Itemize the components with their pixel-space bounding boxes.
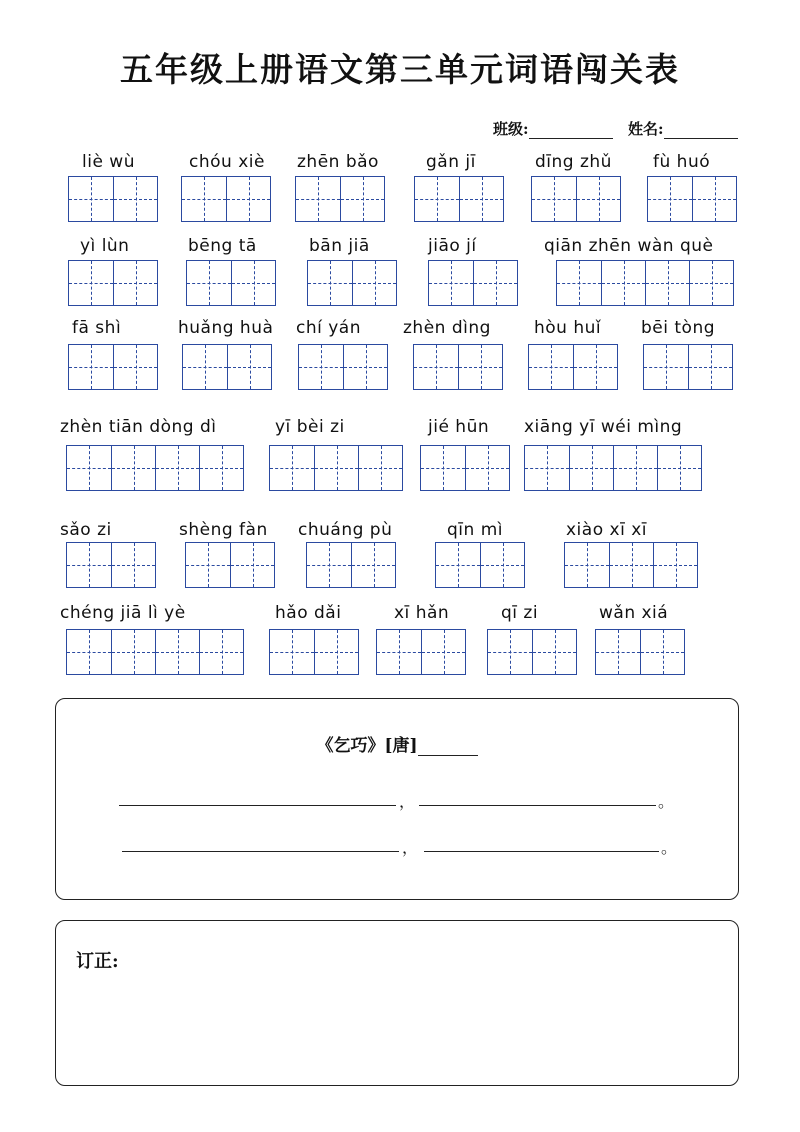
writing-cell[interactable] <box>488 630 532 674</box>
word-pinyin: sǎo zi <box>60 520 112 540</box>
writing-cell[interactable] <box>111 630 155 674</box>
writing-cell[interactable] <box>314 446 358 490</box>
writing-cell[interactable] <box>270 446 314 490</box>
writing-cell[interactable] <box>689 261 733 305</box>
writing-grid <box>186 260 276 306</box>
word-pinyin: qī zi <box>501 603 539 623</box>
writing-cell[interactable] <box>613 446 657 490</box>
poem-line-1b[interactable] <box>419 805 656 806</box>
word-pinyin: dīng zhǔ <box>535 152 612 172</box>
writing-cell[interactable] <box>111 446 155 490</box>
poem-punct-1: ， <box>399 792 416 811</box>
writing-cell[interactable] <box>688 345 732 389</box>
word-pinyin: chí yán <box>296 318 362 338</box>
writing-grid <box>181 176 271 222</box>
word-pinyin: bān jiā <box>309 236 370 256</box>
class-label: 班级: <box>493 120 529 138</box>
word-pinyin: bēi tòng <box>641 318 716 338</box>
writing-grid <box>595 629 685 675</box>
writing-cell[interactable] <box>480 543 524 587</box>
writing-grid <box>556 260 734 306</box>
writing-grid <box>420 445 510 491</box>
writing-cell[interactable] <box>692 177 736 221</box>
word-pinyin: yì lùn <box>80 236 130 256</box>
word-pinyin: jié hūn <box>428 417 490 437</box>
writing-cell[interactable] <box>351 543 395 587</box>
writing-cell[interactable] <box>525 446 569 490</box>
word-pinyin: hǎo dǎi <box>275 603 342 623</box>
writing-cell[interactable] <box>421 630 465 674</box>
word-pinyin: xī hǎn <box>394 603 450 623</box>
writing-cell[interactable] <box>182 177 226 221</box>
writing-grid <box>376 629 466 675</box>
name-label: 姓名: <box>628 120 664 138</box>
word-pinyin: yī bèi zi <box>275 417 345 437</box>
writing-cell[interactable] <box>155 446 199 490</box>
word-pinyin: chéng jiā lì yè <box>60 603 186 623</box>
writing-cell[interactable] <box>415 177 459 221</box>
writing-grid <box>643 344 733 390</box>
writing-cell[interactable] <box>473 261 517 305</box>
poem-title-text: 《乞巧》[唐] <box>316 736 418 756</box>
writing-cell[interactable] <box>465 446 509 490</box>
name-blank[interactable] <box>664 122 738 139</box>
writing-cell[interactable] <box>199 446 243 490</box>
writing-grid <box>414 176 504 222</box>
poem-punct-4: 。 <box>661 838 678 857</box>
writing-cell[interactable] <box>569 446 613 490</box>
poem-line-2b[interactable] <box>424 851 659 852</box>
writing-cell[interactable] <box>565 543 609 587</box>
word-pinyin: xiào xī xī <box>566 520 647 540</box>
writing-cell[interactable] <box>226 177 270 221</box>
writing-grid <box>428 260 518 306</box>
correction-box[interactable] <box>55 920 739 1086</box>
writing-cell[interactable] <box>648 177 692 221</box>
word-pinyin: qiān zhēn wàn què <box>544 236 714 256</box>
correction-label: 订正: <box>76 951 119 972</box>
writing-grid <box>269 445 403 491</box>
poem-line-2a[interactable] <box>122 851 399 852</box>
writing-cell[interactable] <box>458 345 502 389</box>
writing-cell[interactable] <box>596 630 640 674</box>
writing-cell[interactable] <box>67 630 111 674</box>
writing-grid <box>531 176 621 222</box>
writing-cell[interactable] <box>308 261 352 305</box>
writing-grid <box>413 344 503 390</box>
writing-cell[interactable] <box>340 177 384 221</box>
writing-grid <box>306 542 396 588</box>
writing-grid <box>647 176 737 222</box>
word-pinyin: gǎn jī <box>426 152 476 172</box>
poem-line-1a[interactable] <box>119 805 396 806</box>
writing-cell[interactable] <box>653 543 697 587</box>
writing-cell[interactable] <box>69 261 113 305</box>
writing-cell[interactable] <box>557 261 601 305</box>
writing-cell[interactable] <box>414 345 458 389</box>
writing-grid <box>68 344 158 390</box>
writing-cell[interactable] <box>307 543 351 587</box>
word-pinyin: hòu huǐ <box>534 318 602 338</box>
writing-grid <box>66 629 244 675</box>
writing-cell[interactable] <box>231 261 275 305</box>
writing-cell[interactable] <box>657 446 701 490</box>
poem-title <box>56 731 738 756</box>
writing-cell[interactable] <box>645 261 689 305</box>
writing-cell[interactable] <box>183 345 227 389</box>
word-pinyin: chuáng pù <box>298 520 393 540</box>
writing-cell[interactable] <box>421 446 465 490</box>
writing-cell[interactable] <box>230 543 274 587</box>
writing-grid <box>269 629 359 675</box>
poem-author-blank[interactable] <box>418 737 478 756</box>
word-pinyin: chóu xiè <box>189 152 265 172</box>
word-pinyin: huǎng huà <box>178 318 274 338</box>
word-pinyin: shèng fàn <box>179 520 268 540</box>
word-pinyin: zhēn bǎo <box>297 152 379 172</box>
writing-cell[interactable] <box>314 630 358 674</box>
writing-grid <box>182 344 272 390</box>
writing-cell[interactable] <box>436 543 480 587</box>
writing-cell[interactable] <box>270 630 314 674</box>
writing-cell[interactable] <box>113 177 157 221</box>
writing-cell[interactable] <box>644 345 688 389</box>
writing-grid <box>307 260 397 306</box>
word-pinyin: xiāng yī wéi mìng <box>524 417 683 437</box>
word-pinyin: qīn mì <box>447 520 503 540</box>
writing-grid <box>564 542 698 588</box>
class-field <box>493 118 613 139</box>
writing-grid <box>68 260 158 306</box>
writing-cell[interactable] <box>601 261 645 305</box>
writing-cell[interactable] <box>529 345 573 389</box>
writing-cell[interactable] <box>573 345 617 389</box>
poem-punct-2: 。 <box>658 792 675 811</box>
writing-cell[interactable] <box>640 630 684 674</box>
writing-grid <box>295 176 385 222</box>
name-field <box>628 118 738 139</box>
word-pinyin: zhèn dìng <box>403 318 491 338</box>
writing-grid <box>185 542 275 588</box>
writing-grid <box>435 542 525 588</box>
writing-cell[interactable] <box>429 261 473 305</box>
writing-cell[interactable] <box>155 630 199 674</box>
writing-cell[interactable] <box>299 345 343 389</box>
word-pinyin: fù huó <box>653 152 711 172</box>
writing-cell[interactable] <box>111 543 155 587</box>
word-pinyin: liè wù <box>82 152 135 172</box>
writing-cell[interactable] <box>459 177 503 221</box>
writing-cell[interactable] <box>227 345 271 389</box>
writing-cell[interactable] <box>69 177 113 221</box>
class-blank[interactable] <box>529 122 613 139</box>
word-pinyin: bēng tā <box>188 236 257 256</box>
writing-cell[interactable] <box>352 261 396 305</box>
writing-grid <box>66 542 156 588</box>
writing-grid <box>528 344 618 390</box>
writing-cell[interactable] <box>67 446 111 490</box>
word-pinyin: zhèn tiān dòng dì <box>60 417 217 437</box>
writing-cell[interactable] <box>113 261 157 305</box>
writing-cell[interactable] <box>69 345 113 389</box>
writing-cell[interactable] <box>609 543 653 587</box>
writing-cell[interactable] <box>199 630 243 674</box>
writing-cell[interactable] <box>113 345 157 389</box>
word-pinyin: wǎn xiá <box>599 603 669 623</box>
writing-cell[interactable] <box>186 543 230 587</box>
writing-cell[interactable] <box>358 446 402 490</box>
writing-grid <box>487 629 577 675</box>
writing-cell[interactable] <box>67 543 111 587</box>
writing-grid <box>298 344 388 390</box>
writing-cell[interactable] <box>532 177 576 221</box>
writing-cell[interactable] <box>296 177 340 221</box>
word-pinyin: jiāo jí <box>428 236 477 256</box>
writing-grid <box>68 176 158 222</box>
word-pinyin: fā shì <box>72 318 122 338</box>
writing-cell[interactable] <box>377 630 421 674</box>
poem-punct-3: ， <box>402 838 419 857</box>
writing-cell[interactable] <box>532 630 576 674</box>
writing-grid <box>524 445 702 491</box>
page-title: 五年级上册语文第三单元词语闯关表 <box>120 50 680 89</box>
writing-cell[interactable] <box>343 345 387 389</box>
writing-cell[interactable] <box>187 261 231 305</box>
poem-box <box>55 698 739 900</box>
writing-grid <box>66 445 244 491</box>
writing-cell[interactable] <box>576 177 620 221</box>
